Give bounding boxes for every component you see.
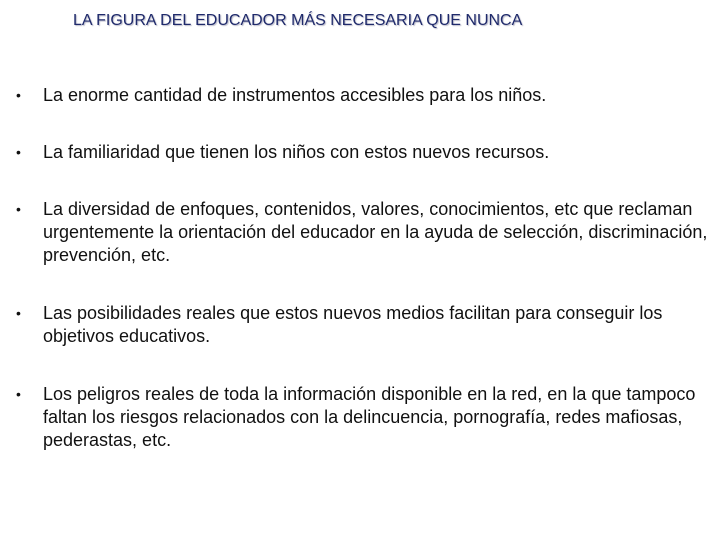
- bullet-text: La enorme cantidad de instrumentos accesibles para los niños.: [43, 85, 547, 105]
- bullet-icon: •: [16, 305, 21, 321]
- bullet-icon: •: [16, 144, 21, 160]
- bullet-icon: •: [16, 201, 21, 217]
- bullet-icon: •: [16, 386, 21, 402]
- bullet-item: [16, 198, 716, 267]
- bullet-item: [16, 84, 716, 107]
- bullet-text: Los peligros reales de toda la información disponible en la red, en la que tampoco faltan los riesgos relacionados con la delincuencia, pornografía, redes mafiosas, pederastas, etc.: [43, 384, 696, 450]
- bullet-text: La diversidad de enfoques, contenidos, valores, conocimientos, etc que reclaman urgentemente la orientación del educador en la ayuda de selección, discriminación, prevención, etc.: [43, 199, 708, 265]
- bullet-item: [16, 383, 716, 452]
- bullet-list: [16, 84, 716, 452]
- bullet-text: Las posibilidades reales que estos nuevos medios facilitan para conseguir los objetivos educativos.: [43, 303, 663, 346]
- bullet-text: La familiaridad que tienen los niños con estos nuevos recursos.: [43, 142, 550, 162]
- bullet-item: [16, 302, 716, 348]
- bullet-icon: •: [16, 87, 21, 103]
- slide-title: LA FIGURA DEL EDUCADOR MÁS NECESARIA QUE NUNCA: [73, 12, 523, 29]
- bullet-item: [16, 141, 716, 164]
